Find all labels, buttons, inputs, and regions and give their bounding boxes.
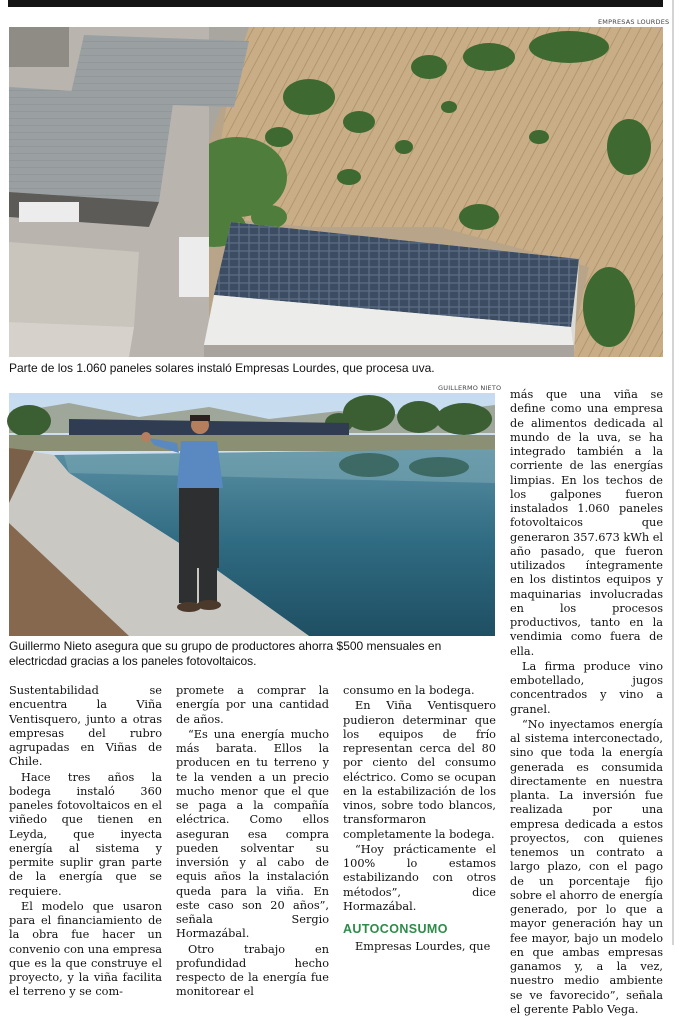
paragraph: promete a comprar la energía por una cantidad de años. <box>176 684 329 726</box>
article-column-2 <box>176 684 329 1000</box>
header-rule <box>8 0 663 7</box>
paragraph: Hace tres años la bodega instaló 360 paneles fotovoltaicos en el viñedo que tienen en Leyda, que inyecta energía al sistema y permite suplir gran parte de la energía que se requiere. <box>9 770 162 898</box>
paragraph: La firma produce vino embotellado, jugos concentrados y vino a granel. <box>510 659 663 716</box>
reservoir-portrait-photo <box>9 393 495 636</box>
paragraph: El modelo que usaron para el financiamiento de la obra fue hacer un convenio con una empresa que es la que construye el proyecto, y la viña facilita el terreno y se com- <box>9 899 162 999</box>
section-subhead: AUTOCONSUMO <box>343 922 448 936</box>
middle-photo-caption: Guillermo Nieto asegura que su grupo de productores ahorra $500 mensuales en electricdad gracias a los paneles fotovoltaicos. <box>9 639 442 668</box>
article-column-4 <box>510 388 663 1017</box>
paragraph: “Hoy prácticamente el 100% lo estamos estabilizando con otros métodos”, dice Hormazábal. <box>343 842 496 913</box>
page-edge-rule <box>672 0 674 945</box>
photo-credit-top: EMPRESAS LOURDES <box>598 18 670 26</box>
paragraph: Sustentabilidad se encuentra la Viña Ventisquero, junto a otras empresas del rubro agrupadas en Viñas de Chile. <box>9 684 162 769</box>
article-column-1 <box>9 684 162 1000</box>
photo-credit-middle: GUILLERMO NIETO <box>438 384 502 392</box>
paragraph: Otro trabajo en profundidad hecho respecto de la energía fue monitorear el <box>176 942 329 999</box>
aerial-solar-photo <box>9 27 663 357</box>
paragraph: “No inyectamos energía al sistema interconectado, sino que toda la energía generada es consumida directamente en nuestra planta. La inversión fue realizada por una empresa dedicada a estos proyectos, con quienes tenemos un contrato a largo plazo, con el pago de un porcentaje fijo sobre el ahorro de energía generado, por lo que a mayor generación hay un fee mayor, bajo un modelo en que ambas empresas ganamos y, a la vez, nuestro medio ambiente se ve favorecido”, señala el gerente Pablo Vega. <box>510 717 663 1016</box>
article-column-3 <box>343 684 496 955</box>
paragraph: En Viña Ventisquero pudieron determinar que los equipos de frío representan cerca del 80 por ciento del consumo eléctrico. Como se ocupan en la estabilización de los vinos, sobre todo blancos, transformaron completamente la bodega. <box>343 699 496 841</box>
paragraph: “Es una energía mucho más barata. Ellos la producen en tu terreno y te la venden a un precio mucho menor que el que se paga a la compañía eléctrica. Como ellos aseguran esa compra pueden solventar su inversión y al cabo de equis años la instalación queda para la viña. En este caso son 20 años”, señala Sergio Hormazábal. <box>176 727 329 941</box>
paragraph: consumo en la bodega. <box>343 684 475 697</box>
paragraph: Empresas Lourdes, que <box>355 940 491 954</box>
paragraph: más que una viña se define como una empresa de alimentos dedicada al mundo de la uva, se ha integrado también a la corriente de las energías limpias. En los techos de los galpones fueron instalados 1.060 paneles fotovoltaicos que generaron 357.673 kWh el año pasado, que fueron utilizados íntegramente en los distintos equipos y maquinarias involucradas en los procesos productivos, tanto en la vendimia como fuera de ella. <box>510 388 664 658</box>
top-photo-caption: Parte de los 1.060 paneles solares instaló Empresas Lourdes, que procesa uva. <box>9 361 435 375</box>
